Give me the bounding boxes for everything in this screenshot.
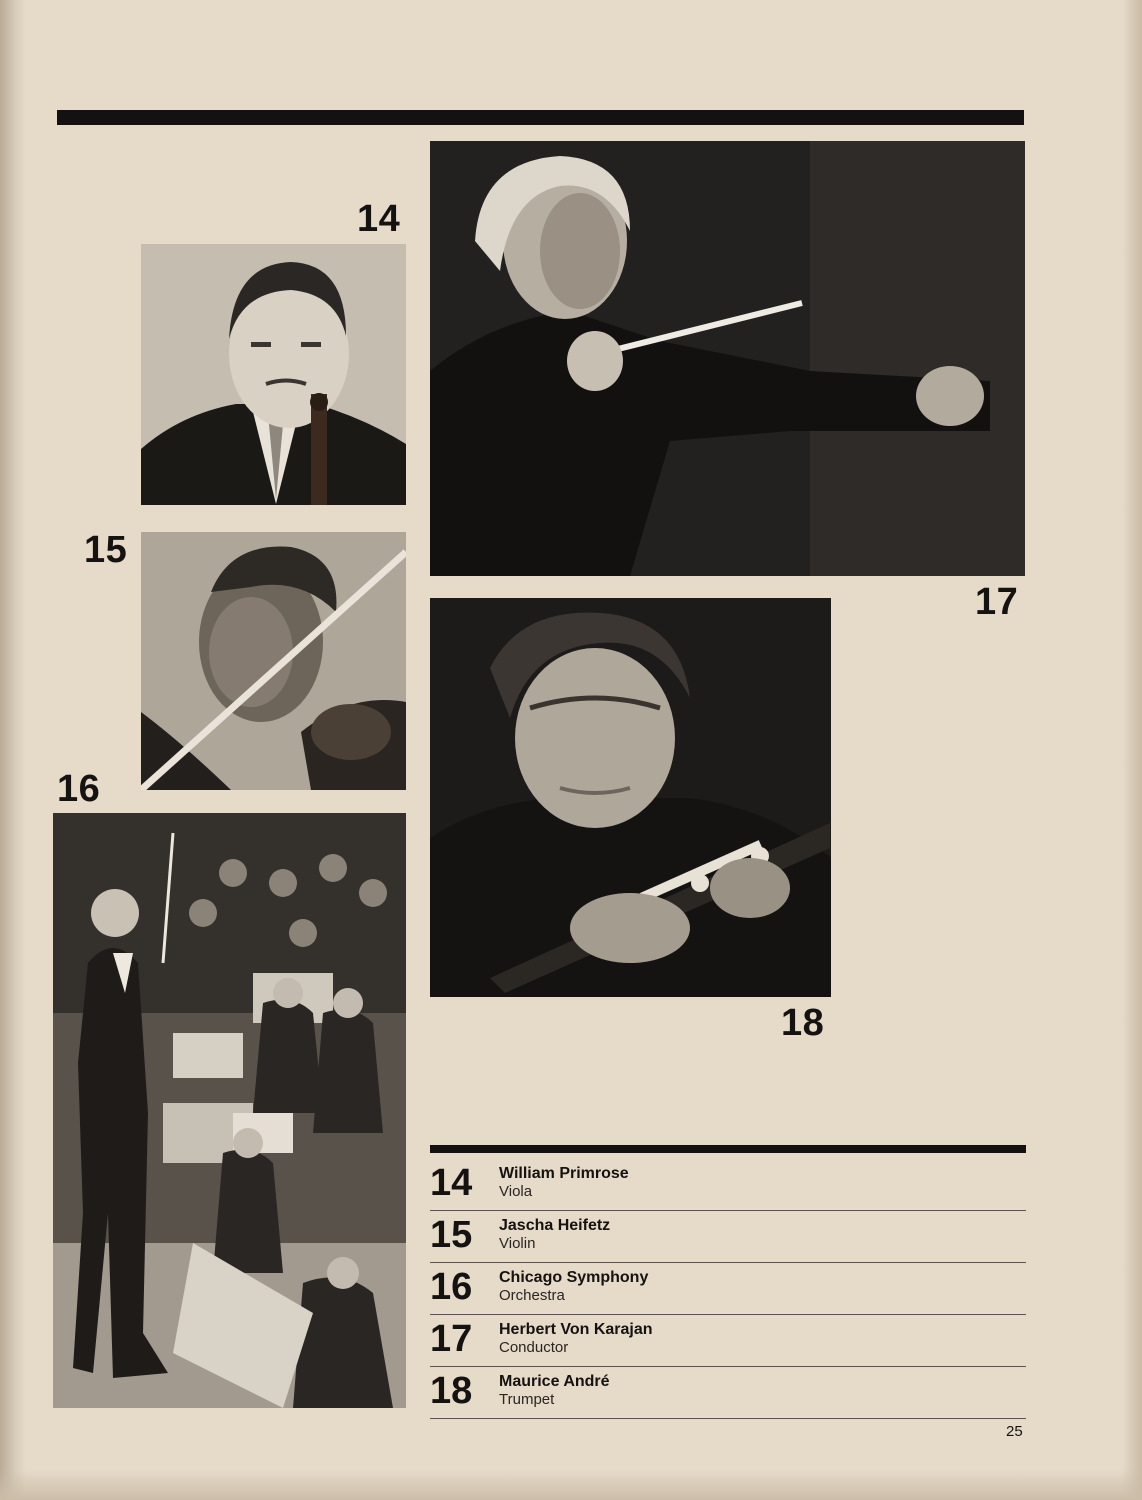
photo-jascha-heifetz <box>141 532 406 790</box>
legend-role: Conductor <box>499 1339 569 1356</box>
photo-herbert-von-karajan <box>430 141 1025 576</box>
photo-number-17: 17 <box>975 581 1019 623</box>
legend-row <box>430 1211 1026 1263</box>
photo-chicago-symphony <box>53 813 406 1408</box>
caption-legend <box>430 1145 1026 1419</box>
photo-william-primrose <box>141 244 406 505</box>
legend-number: 15 <box>430 1214 473 1256</box>
legend-number: 18 <box>430 1370 473 1412</box>
legend-number: 17 <box>430 1318 473 1360</box>
top-rule <box>57 110 1024 125</box>
conductor-baton-icon <box>430 141 1025 576</box>
legend-row <box>430 1315 1026 1367</box>
photo-maurice-andre <box>430 598 831 997</box>
legend-rule <box>430 1145 1026 1153</box>
photo-number-18: 18 <box>781 1002 825 1044</box>
legend-name: Maurice André <box>499 1373 610 1390</box>
legend-name: Jascha Heifetz <box>499 1217 611 1234</box>
violinist-playing-icon <box>141 532 406 790</box>
legend-row <box>430 1263 1026 1315</box>
legend-number: 14 <box>430 1162 473 1204</box>
page-number: 25 <box>1006 1423 1023 1440</box>
legend-name: William Primrose <box>499 1165 629 1182</box>
photo-number-15: 15 <box>84 529 128 571</box>
legend-number: 16 <box>430 1266 473 1308</box>
legend-row <box>430 1159 1026 1211</box>
legend-name: Chicago Symphony <box>499 1269 649 1286</box>
page-gutter-shadow <box>0 0 26 1500</box>
legend-row <box>430 1367 1026 1419</box>
legend-role: Orchestra <box>499 1287 565 1304</box>
legend-role: Violin <box>499 1235 536 1252</box>
legend-name: Herbert Von Karajan <box>499 1321 653 1338</box>
page-bottom-shadow <box>0 1470 1142 1500</box>
photo-number-16: 16 <box>57 768 101 810</box>
photo-number-14: 14 <box>357 198 401 240</box>
page-edge-shadow <box>1122 0 1142 1500</box>
violist-portrait-icon <box>141 244 406 505</box>
legend-role: Viola <box>499 1183 533 1200</box>
trumpeter-icon <box>430 598 831 997</box>
orchestra-conductor-icon <box>53 813 406 1408</box>
legend-role: Trumpet <box>499 1391 555 1408</box>
